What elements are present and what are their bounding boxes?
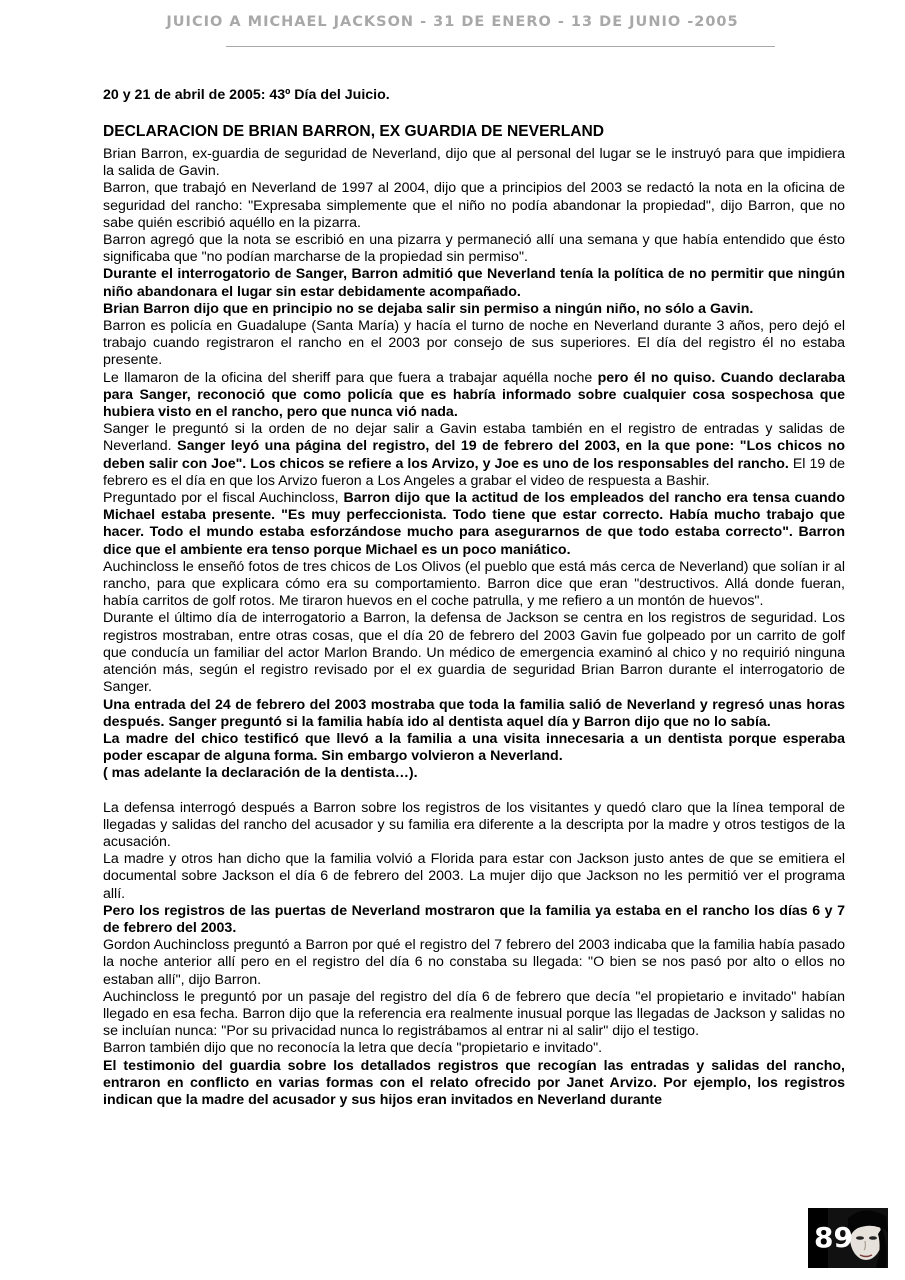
- bold-text-run: Pero los registros de las puertas de Neverland mostraron que la familia ya estaba en el rancho los días 6 y 7 de febrero del 2003.: [103, 902, 845, 936]
- text-run: Le llamaron de la oficina del sheriff para que fuera a trabajar aquélla noche: [103, 369, 598, 386]
- body-paragraph: [103, 1058, 845, 1110]
- body-paragraph: [103, 232, 845, 266]
- body-paragraph: [103, 937, 845, 989]
- running-header: JUICIO A MICHAEL JACKSON - 31 DE ENERO - 13 DE JUNIO -2005: [166, 14, 739, 30]
- body-paragraph: [103, 800, 845, 852]
- paragraph-spacer: [103, 783, 845, 800]
- body-paragraph: [103, 370, 845, 422]
- text-run: Barron también dijo que no reconocía la letra que decía "propietario e invitado".: [103, 1040, 603, 1057]
- text-run: Preguntado por el fiscal Auchincloss,: [103, 490, 344, 507]
- text-run: Auchincloss le enseñó fotos de tres chicos de Los Olivos (el pueblo que está más cerca de Neverland) que solían ir al rancho, para que explicara cómo era su comportamiento. Barron dice que eran "destructivos. Allá donde fueran, había carritos de golf rotos. Me tiraron huevos en el coche patrulla, y me refiero a un montón de huevos".: [103, 558, 845, 610]
- bold-text-run: ( mas adelante la declaración de la dentista…).: [103, 765, 418, 782]
- paragraph-list: [103, 146, 845, 1109]
- bold-text-run: Durante el interrogatorio de Sanger, Barron admitió que Neverland tenía la política de no permitir que ningún niño abandonara el lugar sin estar debidamente acompañado.: [103, 266, 845, 300]
- text-run: El 19 de febrero es el día en que los Arvizo fueron a Los Angeles a grabar el video de respuesta a Bashir.: [103, 455, 845, 489]
- bold-text-run: Sanger leyó una página del registro, del 19 de febrero del 2003, en la que pone: "Los chicos no deben salir con Joe". Los chicos se refiere a los Arvizo, y Joe es uno de los responsables del rancho.: [103, 438, 845, 472]
- body-paragraph: [103, 610, 845, 696]
- body-paragraph: [103, 421, 845, 490]
- body-paragraph: [103, 765, 845, 782]
- bold-text-run: Brian Barron dijo que en principio no se dejaba salir sin permiso a ningún niño, no sólo a Gavin.: [103, 300, 754, 317]
- body-paragraph: [103, 318, 845, 370]
- text-run: La madre y otros han dicho que la familia volvió a Florida para estar con Jackson justo antes de que se emitiera el documental sobre Jackson el día 6 de febrero del 2003. La mujer dijo que Jackson no les permitió ver el programa allí.: [103, 851, 845, 902]
- body-paragraph: [103, 180, 845, 232]
- bold-text-run: La madre del chico testificó que llevó a la familia a una visita innecesaria a un dentista porque esperaba poder escapar de alguna forma. Sin embargo volvieron a Neverland.: [103, 730, 845, 765]
- text-run: La defensa interrogó después a Barron sobre los registros de los visitantes y quedó claro que la línea temporal de llegadas y salidas del rancho del acusador y su familia era diferente a la descripta por la madre y otros testigos de la acusación.: [103, 799, 845, 850]
- body-paragraph: [103, 266, 845, 300]
- text-run: Barron es policía en Guadalupe (Santa María) y hacía el turno de noche en Neverland durante 3 años, pero dejó el trabajo cuando registraron el rancho en el 2003 por consejo de sus superiores. El día del registro él no estaba presente.: [103, 318, 845, 369]
- page-number: 89: [814, 1221, 853, 1254]
- bold-text-run: Una entrada del 24 de febrero del 2003 mostraba que toda la familia salió de Neverland y regresó unas horas después. Sanger preguntó si la familia había ido al dentista aquel día y Barron dijo que no lo sabía.: [103, 696, 845, 730]
- body-paragraph: [103, 490, 845, 559]
- page-number-badge: [808, 1208, 888, 1268]
- body-paragraph: [103, 851, 845, 903]
- bold-text-run: pero él no quiso. Cuando declaraba para Sanger, reconoció que como policía que es habría informado sobre cualquier cosa sospechosa que hubiera visto en el rancho, pero que nunca vió nada.: [103, 369, 845, 421]
- text-run: Barron agregó que la nota se escribió en una pizarra y permaneció allí una semana y que había entendido que ésto significaba que "no podían marcharse de la propiedad sin permiso".: [103, 232, 845, 266]
- header-divider: [226, 46, 775, 47]
- section-title: DECLARACION DE BRIAN BARRON, EX GUARDIA DE NEVERLAND: [103, 123, 605, 140]
- text-run: Barron, que trabajó en Neverland de 1997 al 2004, dijo que a principios del 2003 se redactó la nota en la oficina de seguridad del rancho: "Expresaba simplemente que el niño no podía abandonar la propiedad", dijo Barron, que no sabe quién escribió aquéllo en la pizarra.: [103, 180, 845, 231]
- bold-text-run: El testimonio del guardia sobre los detallados registros que recogían las entradas y salidas del rancho, entraron en conflicto en varias formas con el relato ofrecido por Janet Arvizo. Por ejemplo, los registros indican que la madre del acusador y sus hijos eran invitados en Neverland durante: [103, 1057, 845, 1108]
- text-run: Durante el último día de interrogatorio a Barron, la defensa de Jackson se centra en los registros de seguridad. Los registros mostraban, entre otras cosas, que el día 20 de febrero del 2003 Gavin fue golpeado por un carrito de golf que conducía un familiar del actor Marlon Brando. Un médico de emergencia examinó al chico y no requirió ninguna atención más, según el registro revisado por el ex guardia de seguridad Brian Barron durante el interrogatorio de Sanger.: [103, 610, 845, 696]
- body-paragraph: [103, 1040, 845, 1057]
- body-paragraph: [103, 146, 845, 180]
- text-run: Auchincloss le preguntó por un pasaje del registro del día 6 de febrero que decía "el propietario e invitado" habían llegado en esa fecha. Barron dijo que la referencia era realmente inusual porque las llegadas de Jackson y salidas no se incluían nunca: "Por su privacidad nunca lo registrábamos al entrar ni al salir" dijo el testigo.: [103, 988, 845, 1040]
- trial-day-heading: 20 y 21 de abril de 2005: 43º Día del Juicio.: [103, 87, 390, 103]
- body-paragraph: [103, 559, 845, 611]
- text-run: Brian Barron, ex-guardia de seguridad de Neverland, dijo que al personal del lugar se le instruyó para que impidiera la salida de Gavin.: [103, 146, 845, 180]
- text-run: Gordon Auchincloss preguntó a Barron por qué el registro del 7 febrero del 2003 indicaba que la familia había pasado la noche anterior allí pero en el registro del día 6 no constaba su llegada: "O bien se nos pasó por alto o ellos no estaban allí", dijo Barron.: [103, 937, 845, 988]
- body-paragraph: [103, 903, 845, 937]
- body-paragraph: [103, 989, 845, 1041]
- article-body: [103, 86, 845, 1109]
- body-paragraph: [103, 697, 845, 731]
- body-paragraph: [103, 731, 845, 765]
- text-run: Sanger le preguntó si la orden de no dejar salir a Gavin estaba también en el registro de entradas y salidas de Neverland.: [103, 421, 845, 455]
- bold-text-run: Barron dijo que la actitud de los empleados del rancho era tensa cuando Michael estaba presente. "Es muy perfeccionista. Todo tiene que estar correcto. Había mucho trabajo que hacer. Todo el mundo estaba esforzándose mucho para asegurarnos de que todo estaba correcto". Barron dice que el ambiente era tenso porque Michael es un poco maniático.: [103, 490, 845, 558]
- body-paragraph: [103, 301, 845, 318]
